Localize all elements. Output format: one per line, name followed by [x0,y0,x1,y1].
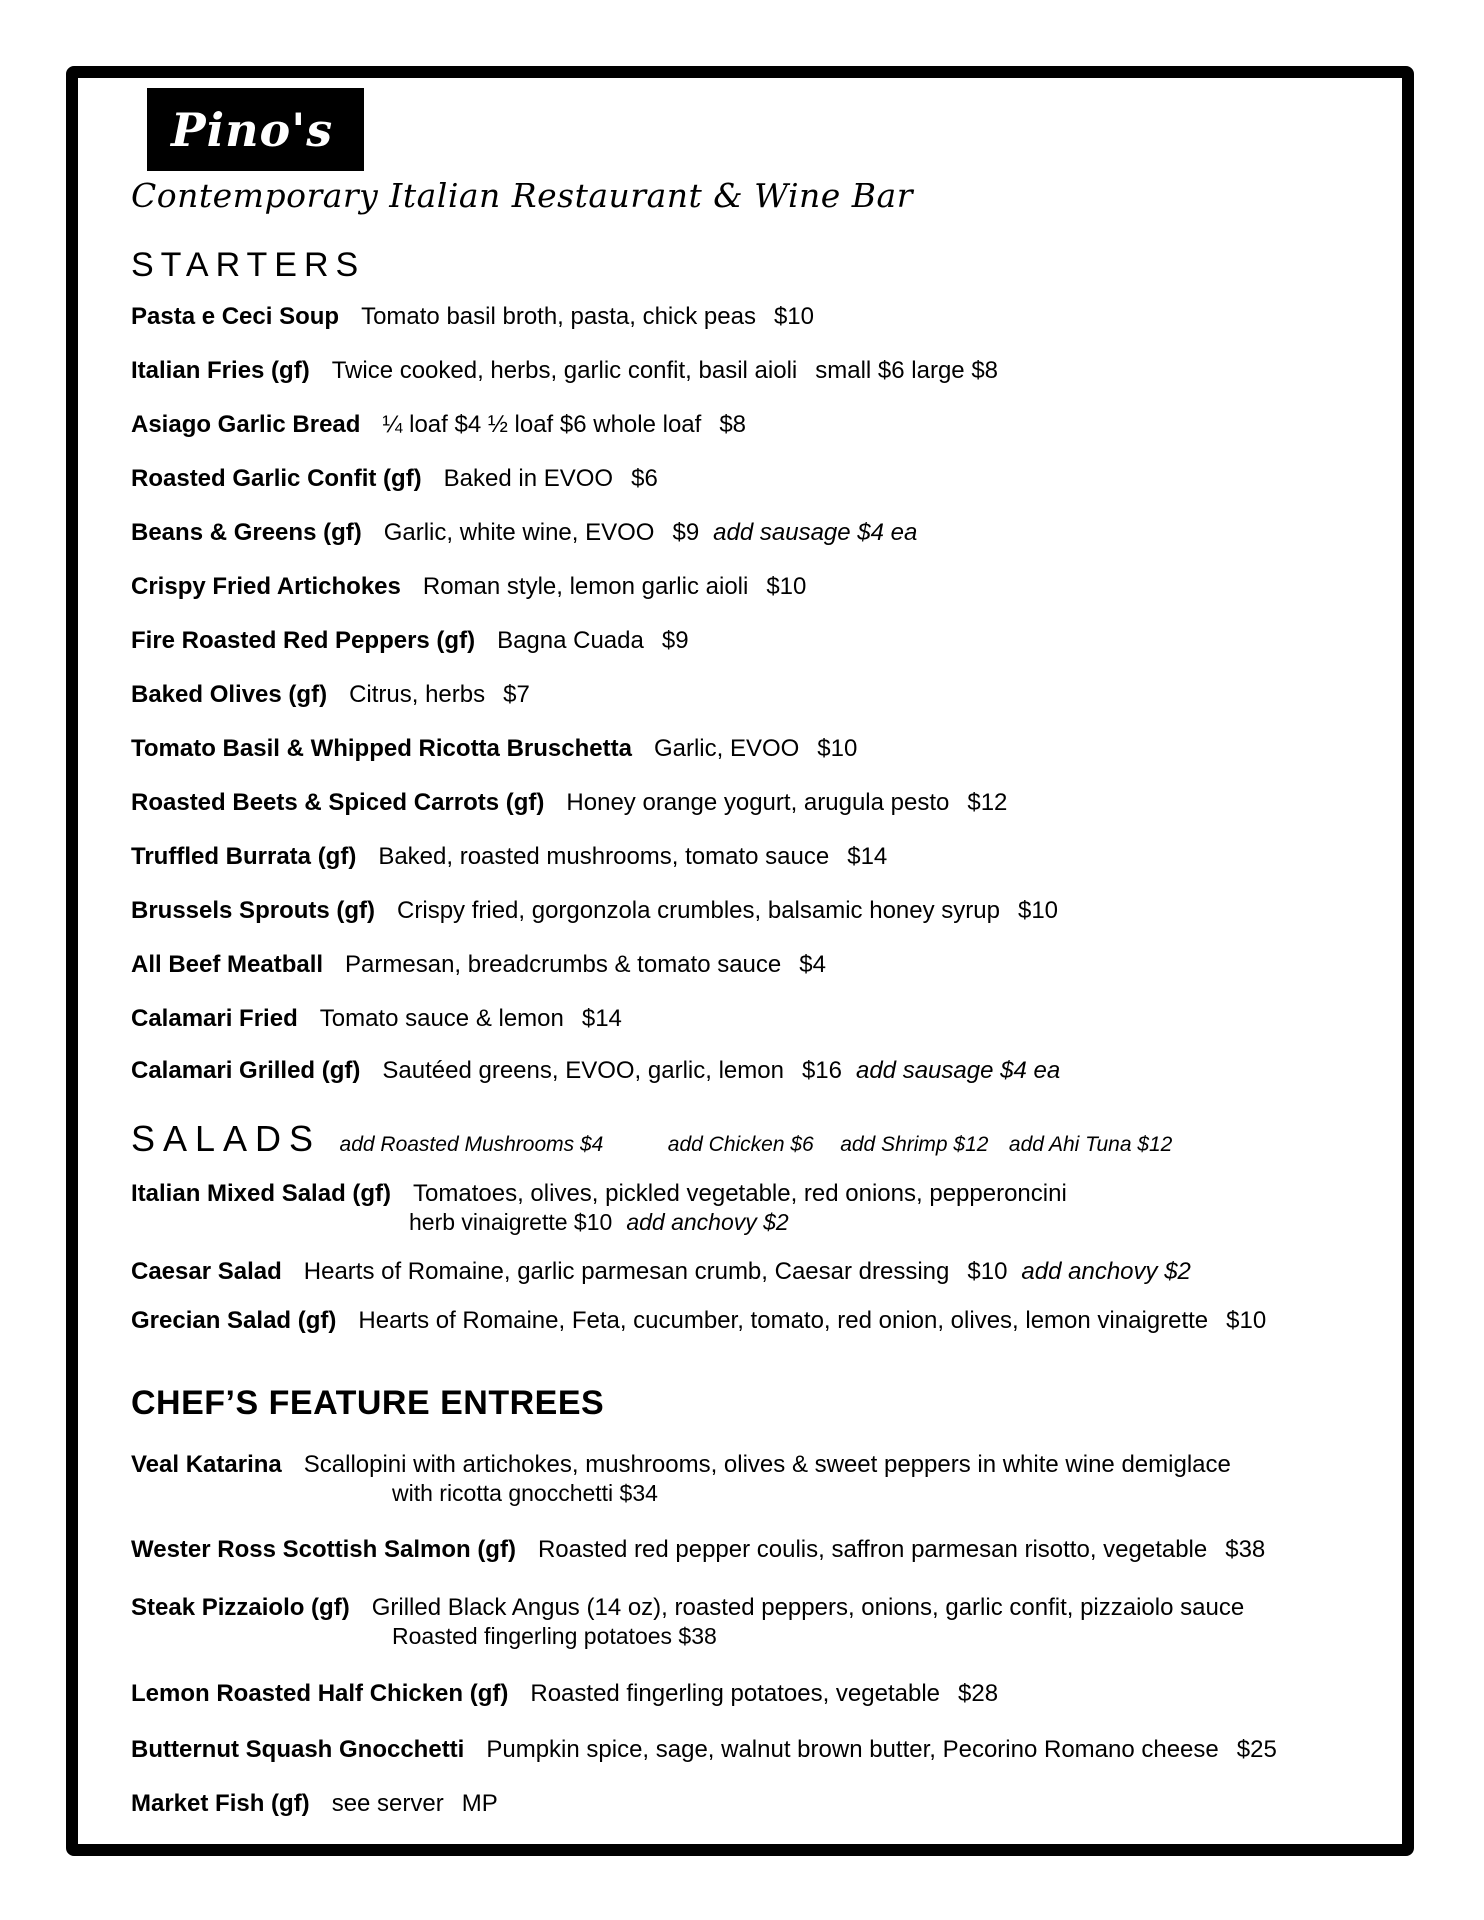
item-desc: Honey orange yogurt, arugula pesto [566,789,950,816]
item-name: Roasted Beets & Spiced Carrots (gf) [131,789,545,816]
item-price: $8 [719,411,747,438]
item-price: MP [461,1790,498,1817]
item-name: Caesar Salad [131,1258,282,1285]
item-name: Pasta e Ceci Soup [131,303,340,330]
item-price: small $6 large $8 [815,357,999,384]
item-desc: ¼ loaf $4 ½ loaf $6 whole loaf [382,411,702,438]
item-note: add sausage $4 ea [855,1057,1061,1084]
entrees-heading: CHEF’S FEATURE ENTREES [131,1384,605,1422]
menu-item [131,681,530,709]
item-name: Roasted Garlic Confit (gf) [131,465,422,492]
item-desc: Tomato sauce & lemon [319,1005,564,1032]
item-name: Market Fish (gf) [131,1790,310,1817]
menu-item [131,789,1007,817]
salad-addon: add Ahi Tuna $12 [1008,1133,1173,1156]
item-price: $4 [799,951,826,978]
menu-item [131,1057,1060,1085]
item-desc: Tomatoes, olives, pickled vegetable, red onions, pepperoncini [413,1180,1067,1207]
item-price: $16 [801,1057,842,1084]
item-price: $10 [1017,897,1059,924]
item-desc: Pumpkin spice, sage, walnut brown butter, Pecorino Romano cheese [486,1736,1219,1763]
menu-item [131,1536,1265,1564]
item-desc: Hearts of Romaine, Feta, cucumber, tomato, red onion, olives, lemon vinaigrette [358,1307,1209,1334]
item-desc: Sautéed greens, EVOO, garlic, lemon [382,1057,784,1084]
item-desc-continued: with ricotta gnocchetti $34 [392,1480,658,1506]
menu-item [131,1736,1277,1764]
item-desc: Hearts of Romaine, garlic parmesan crumb, Caesar dressing [303,1258,950,1285]
item-note: add anchovy $2 [626,1209,789,1235]
item-price: $14 [847,843,888,870]
item-price: $9 [661,627,689,654]
item-name: Asiago Garlic Bread [131,411,361,438]
item-desc: Twice cooked, herbs, garlic confit, basil aioli [331,357,798,384]
menu-item [131,465,658,493]
item-name: Brussels Sprouts (gf) [131,897,376,924]
item-desc: Garlic, EVOO [653,735,800,762]
menu-item [131,303,814,331]
item-name: Steak Pizzaiolo (gf) [131,1594,350,1621]
item-price: $28 [958,1680,999,1707]
item-price: $6 [631,465,658,492]
item-desc: Grilled Black Angus (14 oz), roasted peppers, onions, garlic confit, pizzaiolo sauce [371,1594,1245,1621]
item-name: Lemon Roasted Half Chicken (gf) [131,1680,509,1707]
item-desc: Roasted red pepper coulis, saffron parmesan risotto, vegetable [537,1536,1208,1563]
item-name: Butternut Squash Gnocchetti [131,1736,465,1763]
item-name: Tomato Basil & Whipped Ricotta Bruschetta [131,735,632,762]
item-name: Fire Roasted Red Peppers (gf) [131,627,476,654]
starters-heading: STARTERS [131,246,366,284]
item-name: Calamari Fried [131,1005,298,1032]
item-desc: Baked, roasted mushrooms, tomato sauce [378,843,830,870]
salad-addon: add Roasted Mushrooms $4 [339,1133,604,1156]
menu-item [131,1451,1231,1479]
menu-item [131,357,998,385]
item-desc: Roman style, lemon garlic aioli [422,573,749,600]
item-price: $10 [967,1258,1008,1285]
item-desc: see server [331,1790,444,1817]
menu-item [131,519,917,547]
menu-item [131,627,689,655]
item-desc: Garlic, white wine, EVOO [383,519,655,546]
salad-addon: add Chicken $6 [667,1133,814,1156]
menu-item [131,411,746,439]
item-price: $10 [773,303,814,330]
menu-item [131,1307,1266,1335]
item-desc-continued [409,1209,789,1236]
salad-addon: add Shrimp $12 [840,1133,989,1156]
item-name: Italian Mixed Salad (gf) [131,1180,392,1207]
restaurant-logo: Pino's [147,88,364,171]
item-desc: Citrus, herbs [349,681,486,708]
tagline: Contemporary Italian Restaurant & Wine Bar [131,176,913,215]
menu-item [131,1180,1067,1208]
menu-item [131,1258,1191,1286]
menu-item [131,735,857,763]
item-name: Calamari Grilled (gf) [131,1057,361,1084]
item-desc: Crispy fried, gorgonzola crumbles, balsamic honey syrup [397,897,1000,924]
item-price: $7 [503,681,530,708]
item-name: Crispy Fried Artichokes [131,573,401,600]
menu-item [131,1005,622,1033]
salads-heading-row [131,1118,1172,1160]
item-desc: Scallopini with artichokes, mushrooms, olives & sweet peppers in white wine demiglace [303,1451,1231,1478]
item-desc: Roasted fingerling potatoes, vegetable [530,1680,940,1707]
item-price: $9 [672,519,700,546]
item-desc: Tomato basil broth, pasta, chick peas [361,303,756,330]
item-note: add anchovy $2 [1021,1258,1191,1285]
menu-item [131,1594,1244,1622]
item-price: $10 [817,735,858,762]
item-name: Veal Katarina [131,1451,282,1478]
item-name: Truffled Burrata (gf) [131,843,357,870]
item-desc: Parmesan, breadcrumbs & tomato sauce [345,951,782,978]
item-name: All Beef Meatball [131,951,324,978]
item-name: Italian Fries (gf) [131,357,310,384]
item-price: $10 [1226,1307,1267,1334]
item-desc2: herb vinaigrette $10 [409,1209,613,1235]
item-price: $38 [1225,1536,1266,1563]
item-note: add sausage $4 ea [713,519,918,546]
item-price: $10 [766,573,807,600]
item-price: $25 [1236,1736,1277,1763]
item-name: Grecian Salad (gf) [131,1307,337,1334]
item-desc: Bagna Cuada [497,627,644,654]
menu-item [131,1680,998,1708]
menu-item [131,843,887,871]
menu-item [131,1790,498,1818]
item-desc: Baked in EVOO [443,465,614,492]
item-price: $12 [967,789,1008,816]
item-name: Baked Olives (gf) [131,681,328,708]
item-name: Wester Ross Scottish Salmon (gf) [131,1536,516,1563]
menu-item [131,573,806,601]
menu-item [131,951,826,979]
item-desc-continued: Roasted fingerling potatoes $38 [392,1623,717,1649]
item-name: Beans & Greens (gf) [131,519,362,546]
salads-heading: SALADS [131,1118,322,1159]
menu-item [131,897,1058,925]
item-price: $14 [581,1005,622,1032]
